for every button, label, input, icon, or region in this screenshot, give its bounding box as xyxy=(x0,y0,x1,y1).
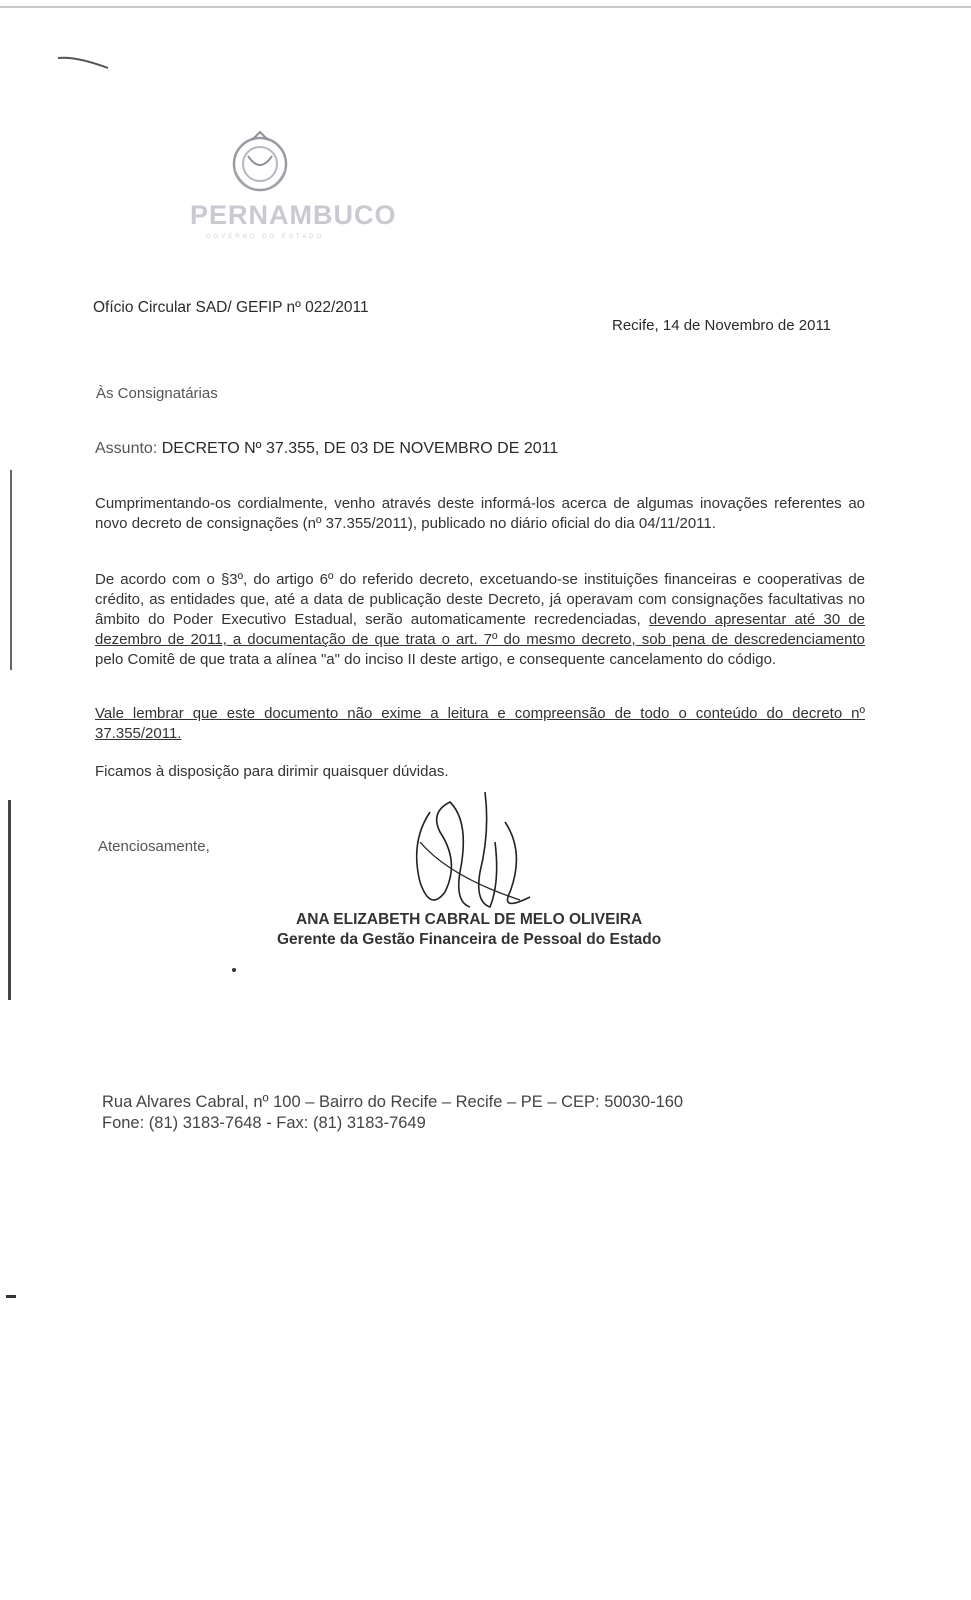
subject-text: DECRETO Nº 37.355, DE 03 DE NOVEMBRO DE 2011 xyxy=(161,440,559,457)
subject-line xyxy=(95,440,558,458)
scan-dot xyxy=(232,968,236,972)
footer-phone: Fone: (81) 3183-7648 - Fax: (81) 3183-7649 xyxy=(102,1114,426,1132)
coat-of-arms-icon xyxy=(190,128,340,200)
document-date: Recife, 14 de Novembro de 2011 xyxy=(612,317,832,334)
seal-caption: GOVERNO DO ESTADO xyxy=(205,234,325,240)
paragraph-decree-part-c: pelo Comitê de que trata a alínea "a" do inciso II deste artigo, e consequente cancelamento do código. xyxy=(95,651,777,668)
closing-salutation: Atenciosamente, xyxy=(98,838,210,855)
handwritten-signature xyxy=(390,782,540,922)
scan-edge-line xyxy=(8,800,11,1000)
footer-address: Rua Alvares Cabral, nº 100 – Bairro do Recife – Recife – PE – CEP: 50030-160 xyxy=(102,1093,684,1111)
paragraph-decree-details xyxy=(95,570,865,670)
paragraph-decree-part-a: De acordo com o §3º, do artigo 6º do referido decreto, excetuando-se instituições financeiras e cooperativas de crédito, as entidades que, até a data de publicação deste Decreto, já operavam com consignações facultativas no âmbito do Poder Executivo Estadual, serão automaticamente recredenciadas, xyxy=(95,571,865,628)
subject-label: Assunto: xyxy=(95,440,158,457)
scan-stroke-mark xyxy=(56,52,116,76)
state-name: PERNAMBUCO xyxy=(190,200,397,230)
document-reference: Ofício Circular SAD/ GEFIP nº 022/2011 xyxy=(93,299,369,316)
signatory-role: Gerente da Gestão Financeira de Pessoal do Estado xyxy=(277,931,662,948)
paragraph-reminder: Vale lembrar que este documento não exime a leitura e compreensão de todo o conteúdo do decreto nº 37.355/2011. xyxy=(95,705,865,742)
signatory-name: ANA ELIZABETH CABRAL DE MELO OLIVEIRA xyxy=(296,911,643,928)
addressee: Às Consignatárias xyxy=(96,385,218,402)
scan-top-edge xyxy=(0,6,971,8)
state-logo xyxy=(190,128,397,248)
scan-dot xyxy=(6,1295,16,1298)
scan-edge-line xyxy=(10,470,12,670)
paragraph-decree-deadline: devendo apresentar até 30 de dezembro de 2011, a documentação de que trata o art. 7º do mesmo decreto, sob pena de descredenciamento xyxy=(95,611,866,648)
paragraph-availability: Ficamos à disposição para dirimir quaisquer dúvidas. xyxy=(95,763,449,780)
paragraph-intro: Cumprimentando-os cordialmente, venho através deste informá-los acerca de algumas inovações referentes ao novo decreto de consignações (nº 37.355/2011), publicado no diário oficial do dia 04/11/2011. xyxy=(95,495,865,532)
